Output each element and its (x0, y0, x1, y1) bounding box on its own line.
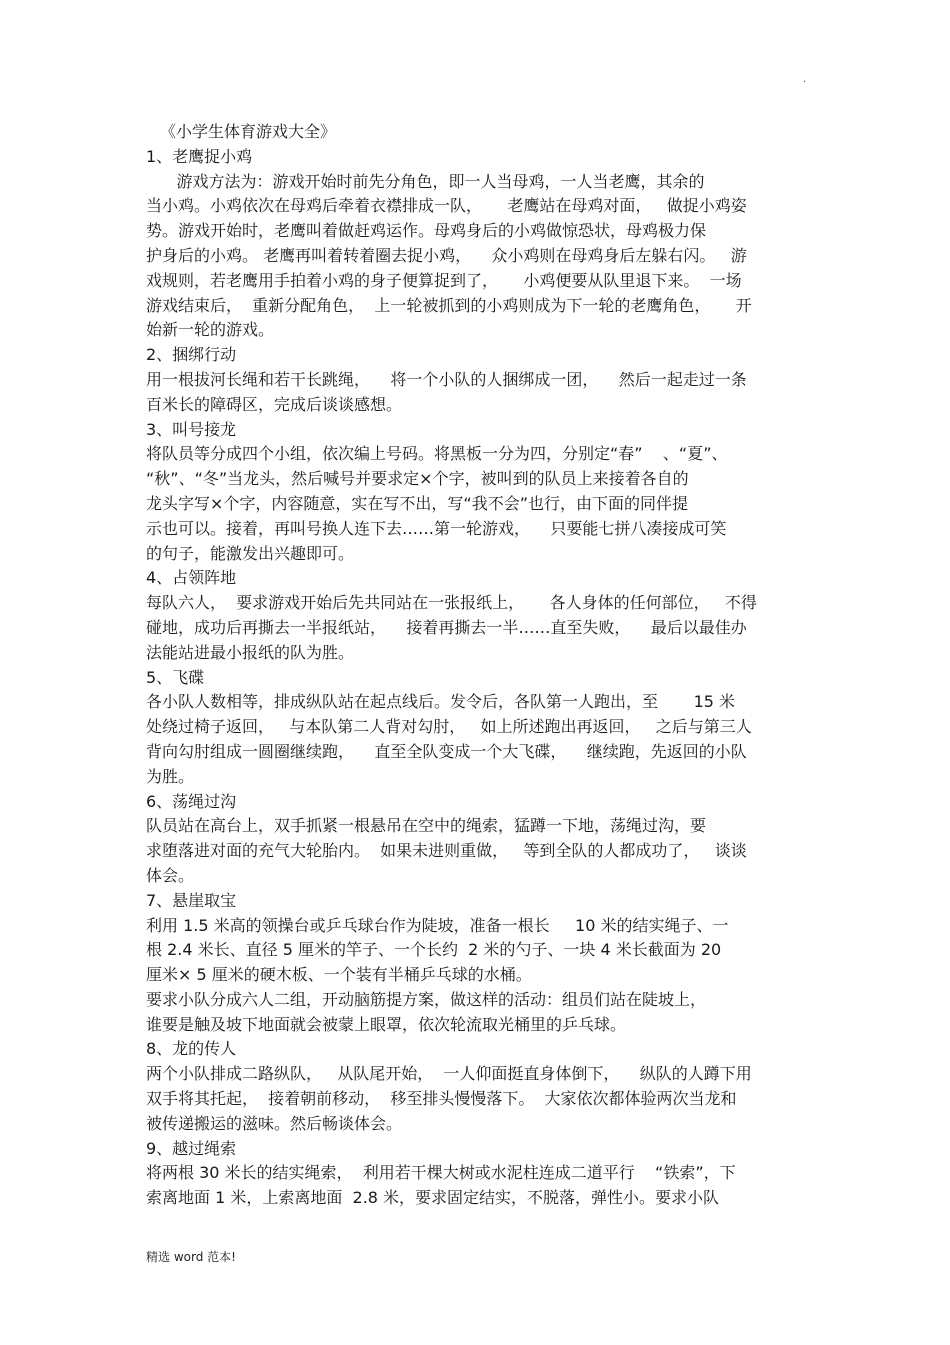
corner-mark: . (803, 74, 807, 85)
paragraph-line: 厘米× 5 厘米的硬木板、一个装有半桶乒乓球的水桶。 (146, 965, 532, 985)
paragraph-line: 势。游戏开始时，老鹰叫着做赶鸡运作。母鸡身后的小鸡做惊恐状，母鸡极力保 (146, 221, 707, 241)
section-heading: 1、老鹰捉小鸡 (146, 146, 253, 166)
section-heading: 7、悬崖取宝 (146, 890, 237, 910)
paragraph-line: 游戏结束后， 重新分配角色， 上一轮被抓到的小鸡则成为下一轮的老鹰角色， 开 (146, 295, 752, 315)
section-heading: 6、荡绳过沟 (146, 791, 237, 811)
document-title: 《小学生体育游戏大全》 (160, 122, 337, 141)
paragraph-line: 百米长的障碍区，完成后谈谈感想。 (146, 394, 403, 414)
paragraph-line: 体会。 (146, 865, 195, 885)
paragraph-line: 游戏方法为：游戏开始时前先分角色，即一人当母鸡，一人当老鹰，其余的 (146, 171, 705, 191)
paragraph-line: 用一根拔河长绳和若干长跳绳， 将一个小队的人捆绑成一团， 然后一起走过一条 (146, 369, 747, 389)
document-body (146, 120, 806, 1211)
paragraph-line: 各小队人数相等，排成纵队站在起点线后。发令后，各队第一人跑出，至 15 米 (146, 692, 736, 712)
paragraph-line: 两个小队排成二路纵队， 从队尾开始， 一人仰面挺直身体倒下， 纵队的人蹲下用 (146, 1064, 752, 1084)
paragraph-line: 法能站进最小报纸的队为胜。 (146, 642, 355, 662)
paragraph-line: 当小鸡。小鸡依次在母鸡后牵着衣襟排成一队， 老鹰站在母鸡对面， 做捉小鸡姿 (146, 196, 747, 216)
paragraph-line: 护身后的小鸡。 老鹰再叫着转着圈去捉小鸡， 众小鸡则在母鸡身后左躲右闪。 游 (146, 245, 747, 265)
section-heading: 3、叫号接龙 (146, 419, 237, 439)
paragraph-line: 始新一轮的游戏。 (146, 320, 275, 340)
paragraph-line: 双手将其托起， 接着朝前移动， 移至排头慢慢落下。 大家依次都体验两次当龙和 (146, 1089, 737, 1109)
paragraph-line: 背向勾肘组成一圆圈继续跑， 直至全队变成一个大飞碟， 继续跑，先返回的小队 (146, 741, 747, 761)
section-heading: 2、捆绑行动 (146, 345, 237, 365)
section-heading: 5、飞碟 (146, 667, 205, 687)
paragraph-line: 求堕落进对面的充气大轮胎内。 如果未进则重做， 等到全队的人都成功了， 谈谈 (146, 841, 747, 861)
paragraph-line: 将队员等分成四个小组，依次编上号码。将黑板一分为四，分别定“春” 、“夏”、 (146, 444, 728, 464)
paragraph-line: 碰地，成功后再撕去一半报纸站， 接着再撕去一半……直至失败， 最后以最佳办 (146, 617, 747, 637)
paragraph-line: 要求小队分成六人二组，开动脑筋提方案，做这样的活动：组员们站在陡坡上， (146, 989, 707, 1009)
paragraph-line: 示也可以。接着，再叫号换人连下去……第一轮游戏， 只要能七拼八凑接成可笑 (146, 518, 727, 538)
paragraph-line: 每队六人， 要求游戏开始后先共同站在一张报纸上， 各人身体的任何部位， 不得 (146, 593, 757, 613)
paragraph-line: “秋”、“冬”当龙头，然后喊号并要求定×个字，被叫到的队员上来接着各自的 (146, 469, 689, 489)
section-heading: 9、越过绳索 (146, 1138, 237, 1158)
paragraph-line: 索离地面 1 米，上索离地面 2.8 米，要求固定结实，不脱落，弹性小。要求小队 (146, 1188, 720, 1208)
paragraph-line: 处绕过椅子返回， 与本队第二人背对勾肘， 如上所述跑出再返回， 之后与第三人 (146, 717, 752, 737)
paragraph-line: 根 2.4 米长、直径 5 厘米的竿子、一个长约 2 米的勺子、一块 4 米长截面为 20 (146, 940, 722, 960)
paragraph-line: 戏规则，若老鹰用手拍着小鸡的身子便算捉到了， 小鸡便要从队里退下来。 一场 (146, 270, 742, 290)
paragraph-line: 队员站在高台上，双手抓紧一根悬吊在空中的绳索，猛蹲一下地，荡绳过沟，要 (146, 816, 707, 836)
paragraph-line: 为胜。 (146, 766, 195, 786)
paragraph-line: 龙头字写×个字，内容随意，实在写不出，写“我不会”也行，由下面的同伴提 (146, 493, 688, 513)
page-footer: 精选 word 范本! (146, 1250, 236, 1264)
paragraph-line: 被传递搬运的滋味。然后畅谈体会。 (146, 1113, 403, 1133)
section-heading: 8、龙的传人 (146, 1039, 237, 1059)
paragraph-line: 利用 1.5 米高的领操台或乒乓球台作为陡坡，准备一根长 10 米的结实绳子、一 (146, 915, 729, 935)
section-heading: 4、占领阵地 (146, 568, 237, 588)
paragraph-line: 谁要是触及坡下地面就会被蒙上眼罩，依次轮流取光桶里的乒乓球。 (146, 1014, 627, 1034)
paragraph-line: 的句子，能激发出兴趣即可。 (146, 543, 355, 563)
paragraph-line: 将两根 30 米长的结实绳索， 利用若干棵大树或水泥柱连成二道平行 “铁索”，下 (146, 1163, 736, 1183)
